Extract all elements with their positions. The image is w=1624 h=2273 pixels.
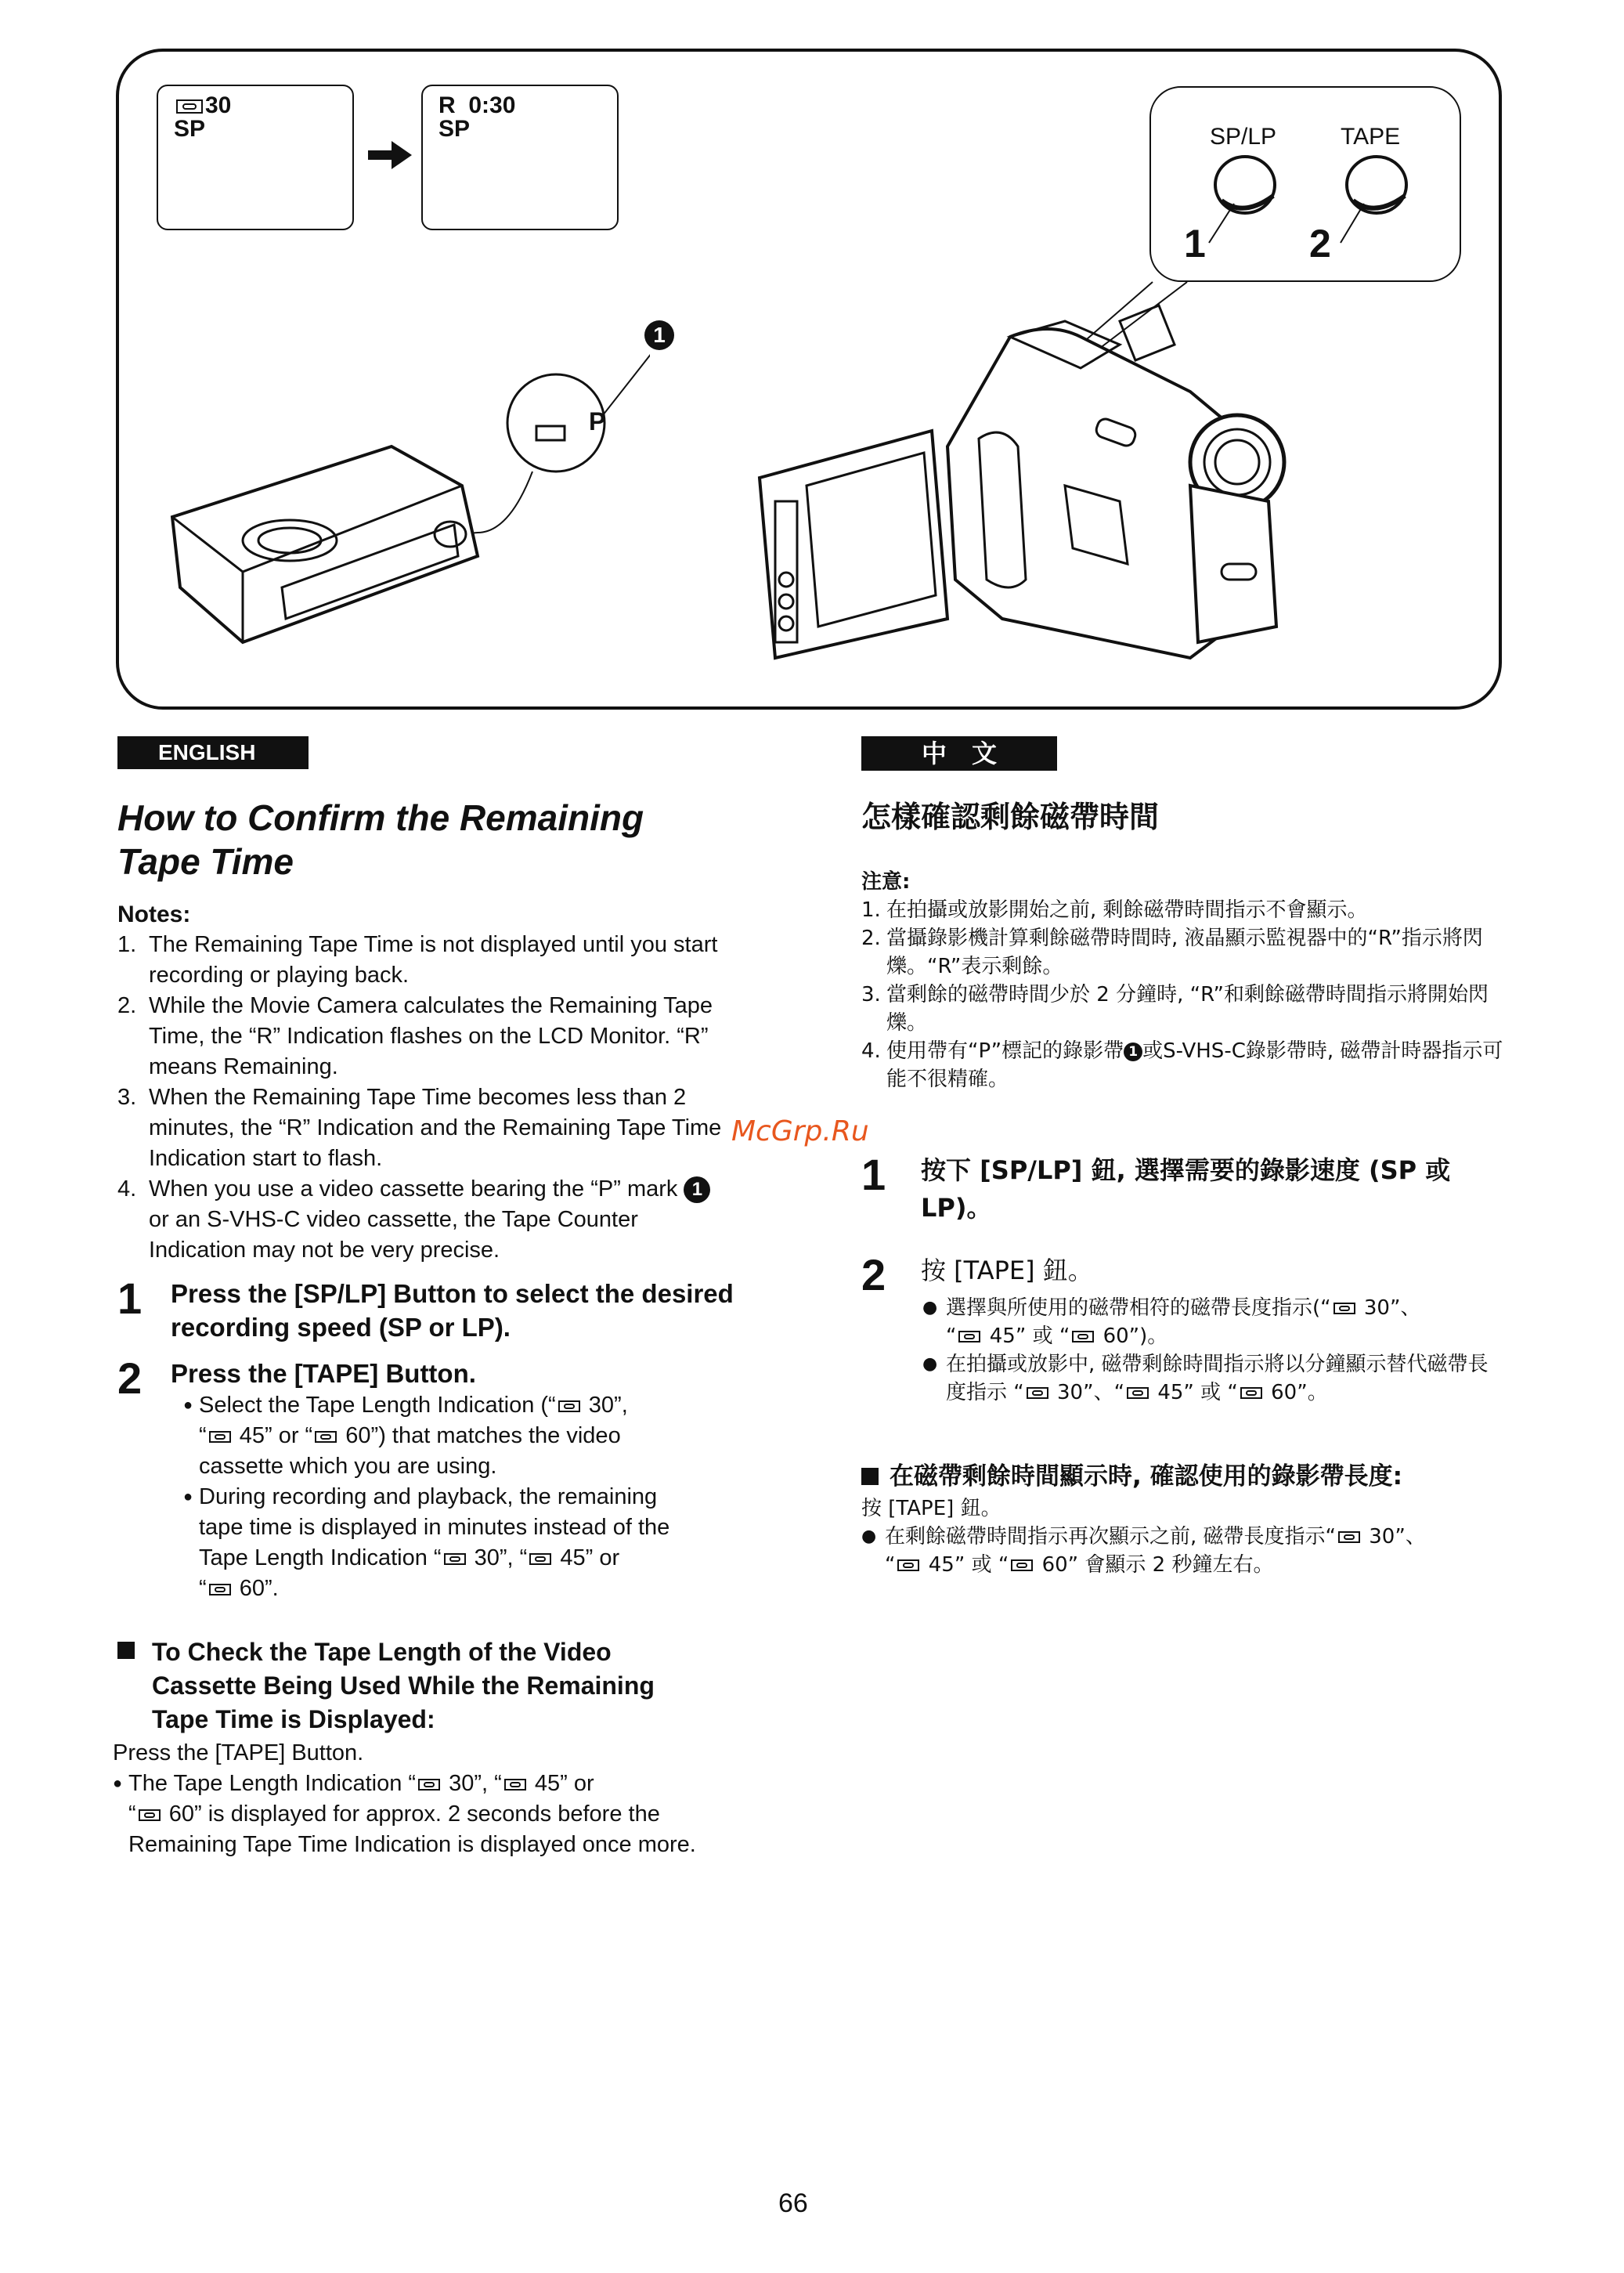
lcd-screen-after bbox=[421, 85, 619, 230]
square-bullet-icon bbox=[861, 1468, 879, 1485]
notes-chinese bbox=[861, 868, 1503, 1093]
note-item: 2. While the Movie Camera calculates the Remaining Tape Time, the “R” Indication flashes on the LCD Monitor. “R” means Remaining. bbox=[117, 993, 713, 1079]
step2-bullet: ● 選擇與所使用的磁帶相符的磁帶長度指示(“ 30”、 “ 45” 或 “ 60”)。 bbox=[922, 1294, 1502, 1350]
square-bullet-icon bbox=[117, 1642, 135, 1659]
watermark: McGrp.Ru bbox=[731, 1115, 869, 1147]
sp-lp-button-label: SP/LP bbox=[1210, 124, 1277, 150]
cassette-icon bbox=[139, 1809, 161, 1821]
callout-number-2: 2 bbox=[1309, 222, 1331, 266]
note-item: 4. When you use a video cassette bearing the “P” mark 1 or an S-VHS-C video cassette, the Tape Counter Indication may not be very precise. bbox=[117, 1174, 736, 1266]
step-number: 1 bbox=[861, 1150, 886, 1199]
cassette-icon bbox=[1333, 1303, 1355, 1314]
screen-mode: SP bbox=[174, 116, 206, 142]
cassette-icon bbox=[1240, 1387, 1262, 1399]
step-title: Press the [TAPE] Button. bbox=[171, 1359, 476, 1388]
screen-tape-length: 30 bbox=[205, 92, 232, 118]
step-title: Press the [SP/LP] Button to select the desired recording speed (SP or LP). bbox=[171, 1279, 734, 1342]
check-title: 在磁帶剩餘時間顯示時, 確認使用的錄影帶長度: bbox=[890, 1462, 1402, 1491]
arrow-right-icon bbox=[366, 139, 413, 171]
step-number: 1 bbox=[117, 1274, 143, 1323]
cassette-icon bbox=[315, 1431, 337, 1443]
step2-bullet: ● During recording and playback, the remaining tape time is displayed in minutes instead of the Tape Length Indication “ 30”, “ 45” or “ 60”. bbox=[183, 1482, 700, 1604]
check-title: To Check the Tape Length of the Video Cassette Being Used While the Remaining Tape Time is Displayed: bbox=[152, 1638, 655, 1733]
section-label-english: ENGLISH bbox=[117, 736, 309, 769]
step2-bullet: ● 在拍攝或放影中, 磁帶剩餘時間指示將以分鐘顯示替代磁帶長度指示 “ 30”、“ 45” 或 “ 60”。 bbox=[922, 1350, 1502, 1407]
marker-1-icon: 1 bbox=[684, 1176, 710, 1203]
notes-list bbox=[117, 930, 736, 1266]
cassette-icon bbox=[209, 1584, 231, 1595]
tape-button-label: TAPE bbox=[1341, 124, 1401, 150]
notes-english bbox=[117, 899, 736, 1266]
cassette-icon bbox=[176, 99, 203, 114]
cassette-icon bbox=[529, 1553, 551, 1565]
cassette-icon bbox=[418, 1779, 440, 1791]
camcorder-illustration bbox=[752, 251, 1315, 689]
check-bullet: ● The Tape Length Indication “ 30”, “ 45” or “ 60” is displayed for approx. 2 seconds before the Remaining Tape Time Indication is displayed once more. bbox=[113, 1769, 731, 1860]
cassette-icon bbox=[558, 1400, 580, 1412]
cassette-icon bbox=[897, 1559, 919, 1571]
marker-number-text: 1 bbox=[653, 323, 666, 347]
title-line-1: How to Confirm the Remaining bbox=[117, 797, 644, 838]
cassette-icon bbox=[209, 1431, 231, 1443]
step-1-chinese bbox=[861, 1151, 1503, 1227]
page-title-english bbox=[117, 796, 644, 884]
section-label-chinese: 中 文 bbox=[861, 736, 1057, 771]
page-title-chinese: 怎樣確認剩餘磁帶時間 bbox=[861, 800, 1160, 834]
note-item: 2. 當攝錄影機計算剩餘磁帶時間時, 液晶顯示監視器中的“R”指示將閃爍。“R”表示剩餘。 bbox=[861, 927, 1483, 978]
cassette-icon bbox=[958, 1331, 980, 1342]
step-title: 按 [TAPE] 鈕。 bbox=[921, 1256, 1093, 1285]
notes-heading: Notes: bbox=[117, 902, 191, 927]
step-number: 2 bbox=[861, 1250, 886, 1299]
check-instruction: 按 [TAPE] 鈕。 bbox=[861, 1497, 1001, 1520]
cassette-icon bbox=[444, 1553, 466, 1565]
note-item: 3. When the Remaining Tape Time becomes less than 2 minutes, the “R” Indication and the Remaining Tape Time Indication start to flash. bbox=[117, 1085, 722, 1171]
cassette-icon bbox=[1027, 1387, 1048, 1399]
step-number: 2 bbox=[117, 1353, 143, 1403]
page-number: 66 bbox=[778, 2188, 808, 2218]
check-tape-length-chinese bbox=[861, 1458, 1503, 1579]
cassette-icon bbox=[1338, 1531, 1360, 1543]
note-item: 3. 當剩餘的磁帶時間少於 2 分鐘時, “R”和剩餘磁帶時間指示將開始閃爍。 bbox=[861, 983, 1489, 1035]
cassette-icon bbox=[504, 1779, 526, 1791]
step-1-english bbox=[117, 1274, 736, 1344]
notes-heading: 注意: bbox=[861, 870, 911, 894]
step-title: 按下 [SP/LP] 鈕, 選擇需要的錄影速度 (SP 或LP)。 bbox=[921, 1155, 1451, 1223]
cassette-illustration bbox=[164, 329, 650, 658]
step-2-english bbox=[117, 1353, 736, 1604]
screen-mode: SP bbox=[438, 116, 471, 142]
cassette-icon bbox=[1127, 1387, 1149, 1399]
callout-number-1: 1 bbox=[1184, 222, 1206, 266]
title-line-2: Tape Time bbox=[117, 841, 294, 882]
check-tape-length-english bbox=[113, 1635, 731, 1860]
step-2-chinese bbox=[861, 1252, 1503, 1407]
marker-1-icon: 1 bbox=[1124, 1043, 1142, 1061]
note-item: 1. 在拍攝或放影開始之前, 剩餘磁帶時間指示不會顯示。 bbox=[861, 898, 1368, 922]
notes-list bbox=[861, 896, 1503, 1093]
cassette-icon bbox=[1011, 1559, 1033, 1571]
note-item: 1. The Remaining Tape Time is not displayed until you start recording or playing back. bbox=[117, 932, 718, 988]
check-bullet: ● 在剩餘磁帶時間指示再次顯示之前, 磁帶長度指示“ 30”、 “ 45” 或 “ 60” 會顯示 2 秒鐘左右。 bbox=[861, 1523, 1496, 1579]
cassette-icon bbox=[1072, 1331, 1094, 1342]
note-item: 4. 使用帶有“P”標記的錄影帶 1 或S-VHS-C錄影帶時, 磁帶計時器指示可能不很精確。 bbox=[861, 1039, 1503, 1091]
p-mark-label: P bbox=[589, 407, 606, 435]
screen-remaining-time: R 0:30 bbox=[438, 92, 516, 118]
step2-bullet: ● Select the Tape Length Indication (“ 30”, “ 45” or “ 60”) that matches the video cassette which you are using. bbox=[183, 1390, 700, 1482]
lcd-screen-before bbox=[157, 85, 354, 230]
check-instruction: Press the [TAPE] Button. bbox=[113, 1740, 364, 1765]
